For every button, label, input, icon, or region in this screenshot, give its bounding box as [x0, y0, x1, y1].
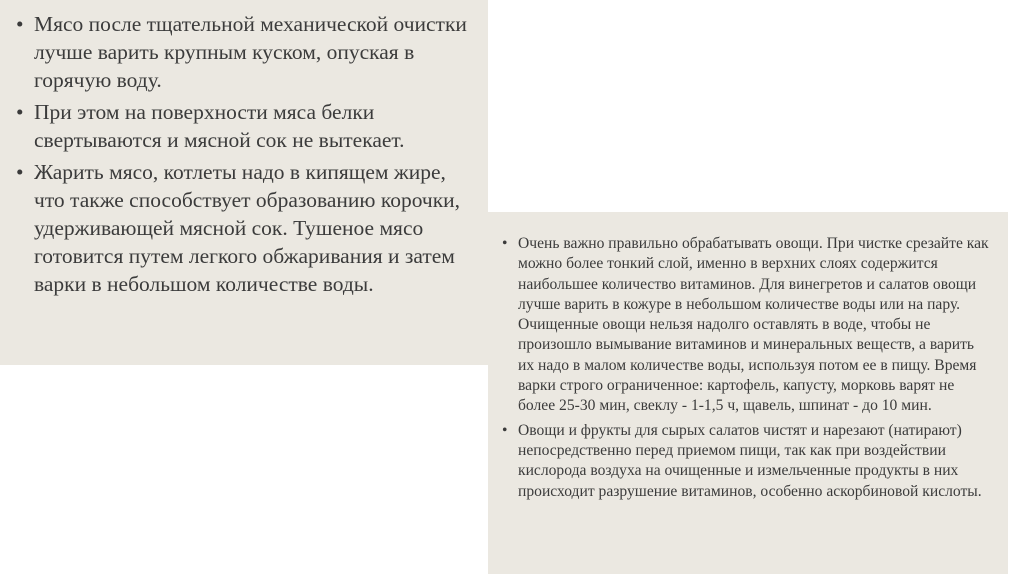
left-text-panel	[0, 0, 488, 365]
list-item	[498, 234, 994, 417]
right-bullet-list	[498, 234, 994, 502]
list-item	[8, 10, 476, 94]
list-item-text: Очень важно правильно обрабатывать овощи. При чистке срезайте как можно более тонкий слой, именно в верхних слоях содержится наибольшее количество витаминов. Для винегретов и салатов овощи лучше варить в кожуре в небольшом количестве воды или на пару. Очищенные овощи нельзя надолго оставлять в воде, чтобы не произошло вымывание витаминов и минеральных веществ, а варить их надо в малом количестве воды, используя потом ее в пищу. Время варки строго ограниченное: картофель, капусту, морковь варят не более 25-30 мин, свеклу - 1-1,5 ч, щавель, шпинат - до 10 мин.	[518, 235, 989, 415]
list-item	[498, 421, 994, 502]
list-item	[8, 158, 476, 298]
bullet-icon: •	[16, 12, 24, 36]
left-bullet-list	[8, 10, 476, 298]
list-item-text: При этом на поверхности мяса белки свертываются и мясной сок не вытекает.	[34, 100, 405, 152]
bullet-icon: •	[16, 100, 24, 124]
list-item-text: Овощи и фрукты для сырых салатов чистят и нарезают (натирают) непосредственно перед приемом пищи, так как при воздействии кислорода воздуха на очищенные и измельченные продукты в них происходит разрушение витаминов, особенно аскорбиновой кислоты.	[518, 421, 982, 500]
list-item-text: Жарить мясо, котлеты надо в кипящем жире, что также способствует образованию корочки, удерживающей мясной сок. Тушеное мясо готовится путем легкого обжаривания и затем варки в небольшом количестве воды.	[34, 160, 461, 296]
right-text-panel	[488, 212, 1008, 574]
bullet-icon: •	[16, 160, 24, 184]
bullet-icon: •	[502, 421, 508, 439]
bullet-icon: •	[502, 235, 508, 252]
list-item	[8, 98, 476, 154]
list-item-text: Мясо после тщательной механической очистки лучше варить крупным куском, опуская в горячую воду.	[34, 12, 467, 92]
